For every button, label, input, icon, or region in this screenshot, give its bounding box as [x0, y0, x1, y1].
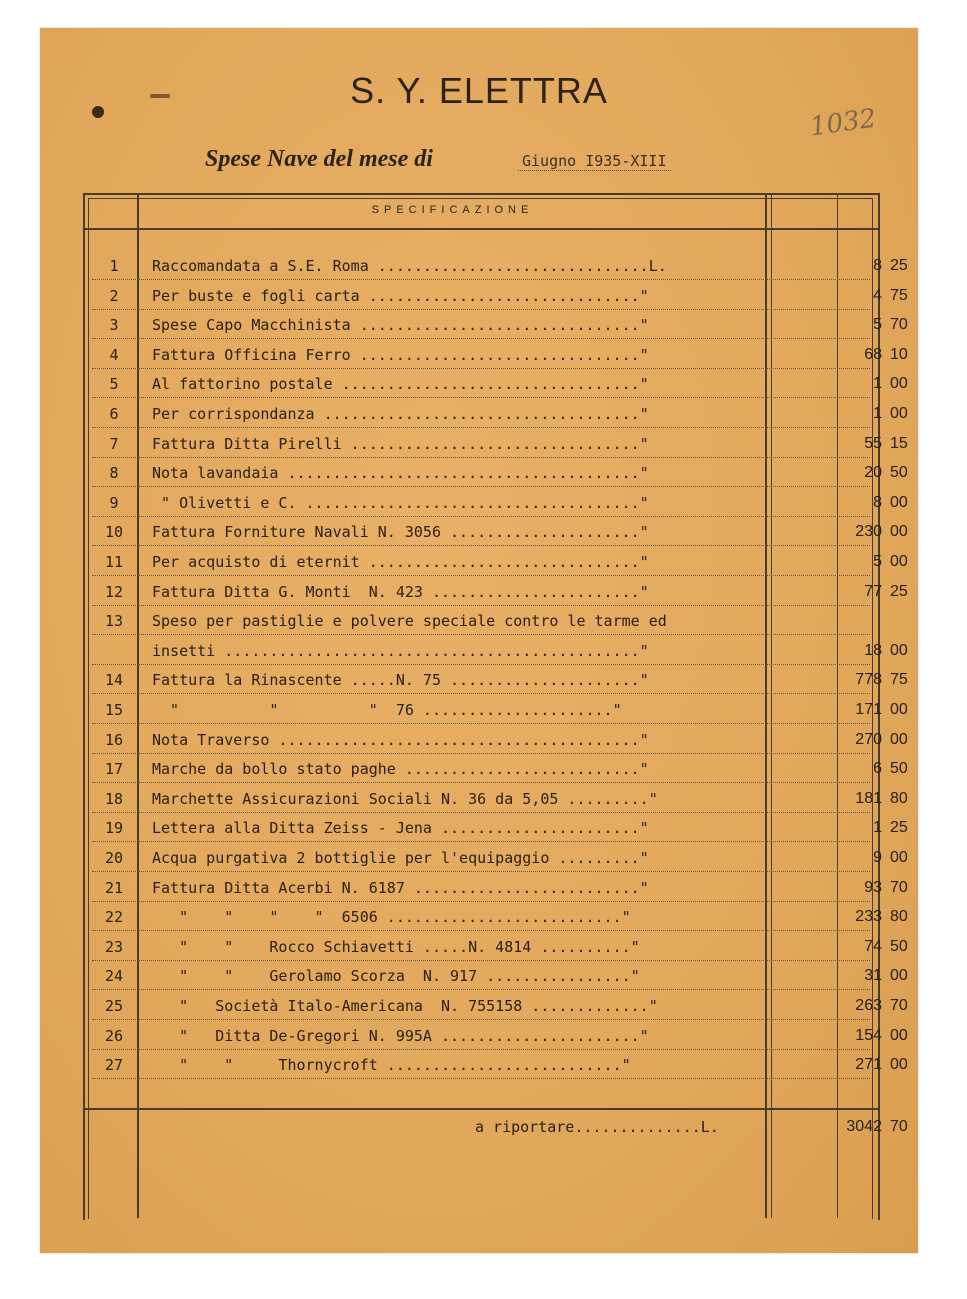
row-cent: 25	[890, 582, 908, 600]
row-number: 6	[109, 405, 119, 423]
row-dotted-rule	[92, 486, 870, 487]
row-description: Nota lavandaia ......................................."	[152, 464, 649, 483]
row-cent: 00	[890, 701, 908, 718]
row-lire: 778	[855, 671, 882, 689]
table-row	[90, 550, 908, 576]
row-lire: 1	[873, 819, 882, 837]
row-number: 10	[104, 523, 124, 542]
row-dotted-rule	[92, 901, 870, 902]
row-number: 23	[104, 937, 124, 956]
row-number: 17	[104, 760, 124, 779]
row-description: Al fattorino postale ................................."	[152, 375, 649, 394]
row-cent: 00	[890, 523, 908, 541]
row-number: 7	[109, 434, 119, 453]
row-lire: 5	[873, 553, 882, 570]
row-cent: 15	[890, 434, 908, 452]
document-title: S. Y. ELETTRA	[350, 70, 608, 111]
row-number: 20	[104, 849, 124, 867]
row-cent: 80	[890, 789, 908, 807]
row-number: 26	[104, 1026, 124, 1045]
table-row	[90, 491, 908, 517]
row-dotted-rule	[92, 664, 870, 665]
table-row	[90, 698, 908, 724]
row-lire: 230	[855, 523, 882, 541]
table-row	[90, 1053, 908, 1079]
total-cent: 70	[890, 1118, 908, 1135]
row-cent: 00	[890, 641, 908, 659]
row-cent: 00	[890, 1056, 908, 1074]
row-dotted-rule	[92, 634, 870, 635]
row-dotted-rule	[92, 1019, 870, 1020]
row-cent: 50	[890, 937, 908, 955]
row-lire: 271	[855, 1056, 882, 1074]
handwritten-note: 1032	[808, 103, 878, 143]
row-cent: 75	[890, 671, 908, 689]
table-row	[90, 964, 908, 990]
row-lire: 4	[873, 286, 882, 304]
row-description: " Ditta De-Gregori N. 995A ......................"	[152, 1026, 649, 1045]
row-lire: 154	[855, 1026, 882, 1044]
row-lire: 6	[873, 760, 882, 778]
row-description: Fattura Ditta G. Monti N. 423 ......................."	[152, 582, 649, 601]
row-dotted-rule	[92, 871, 870, 872]
row-number: 8	[109, 464, 119, 483]
row-number: 24	[104, 967, 124, 986]
row-dotted-rule	[92, 338, 870, 339]
row-lire: 9	[873, 849, 882, 866]
row-number: 19	[104, 819, 124, 838]
row-cent: 70	[890, 997, 908, 1014]
row-description: Fattura Ditta Acerbi N. 6187 ........................."	[152, 878, 649, 897]
row-number: 15	[104, 701, 124, 719]
row-description: Raccomandata a S.E. Roma ..............................L.	[152, 257, 667, 275]
row-description: " Società Italo-Americana N. 755158 ............."	[152, 997, 658, 1015]
row-dotted-rule	[92, 812, 870, 813]
month-field: Giugno I935-XIII	[518, 152, 671, 171]
row-lire: 171	[855, 701, 882, 718]
row-lire: 31	[864, 967, 882, 985]
row-cent: 00	[890, 553, 908, 570]
row-dotted-rule	[92, 1078, 870, 1079]
table-row	[90, 343, 908, 369]
row-dotted-rule	[92, 545, 870, 546]
row-lire: 233	[855, 908, 882, 926]
table-row	[90, 787, 908, 813]
row-number: 5	[109, 375, 119, 394]
row-lire: 5	[873, 316, 882, 334]
row-dotted-rule	[92, 397, 870, 398]
row-number: 1	[109, 257, 119, 275]
row-number: 16	[104, 730, 124, 749]
table-row	[90, 461, 908, 487]
row-description: Fattura Ditta Pirelli ................................"	[152, 434, 649, 453]
row-description: " " Thornycroft .........................."	[152, 1056, 631, 1075]
row-description: Per corrispondanza ..................................."	[152, 405, 649, 423]
document-subtitle: Spese Nave del mese di	[205, 146, 433, 172]
row-dotted-rule	[92, 516, 870, 517]
row-description: " " " 76 ....................."	[152, 701, 622, 719]
row-lire: 181	[855, 789, 882, 807]
row-description: Lettera alla Ditta Zeiss - Jena ......................"	[152, 819, 649, 838]
row-number: 14	[104, 671, 124, 690]
table-row	[90, 728, 908, 754]
row-description: " Olivetti e C. ....................................."	[152, 493, 649, 512]
row-lire: 270	[855, 730, 882, 748]
row-lire: 77	[864, 582, 882, 600]
table-row	[90, 284, 908, 310]
table-row	[90, 254, 908, 280]
row-number: 9	[109, 493, 119, 512]
row-number: 11	[104, 553, 124, 571]
row-dotted-rule	[92, 368, 870, 369]
table-row	[90, 668, 908, 694]
row-cent: 00	[890, 375, 908, 393]
row-cent: 80	[890, 908, 908, 926]
row-cent: 00	[890, 967, 908, 985]
row-description: Fattura Officina Ferro ..............................."	[152, 345, 649, 364]
table-row	[90, 876, 908, 902]
row-lire: 18	[864, 641, 882, 659]
row-dotted-rule	[92, 782, 870, 783]
row-number: 12	[104, 582, 124, 601]
row-description: Per buste e fogli carta .............................."	[152, 286, 649, 305]
row-lire: 8	[873, 257, 882, 274]
row-description: Marche da bollo stato paghe .........................."	[152, 760, 649, 779]
document-sheet	[40, 28, 918, 1253]
row-number: 21	[104, 878, 124, 897]
row-number: 4	[109, 345, 119, 364]
table-row	[90, 935, 908, 961]
row-dotted-rule	[92, 960, 870, 961]
row-cent: 00	[890, 493, 908, 511]
row-dotted-rule	[92, 575, 870, 576]
row-lire: 68	[864, 345, 882, 363]
row-dotted-rule	[92, 427, 870, 428]
total-label: a riportare..............L.	[475, 1118, 719, 1136]
row-lire: 55	[864, 434, 882, 452]
row-cent: 25	[890, 819, 908, 837]
row-description: Marchette Assicurazioni Sociali N. 36 da 5,05 ........."	[152, 789, 658, 808]
table-row	[90, 313, 908, 339]
row-cent: 25	[890, 257, 908, 274]
row-cent: 70	[890, 878, 908, 896]
row-dotted-rule	[92, 693, 870, 694]
row-cent: 70	[890, 316, 908, 334]
row-description: Spese Capo Macchinista ..............................."	[152, 316, 649, 335]
row-dotted-rule	[92, 457, 870, 458]
row-dotted-rule	[92, 753, 870, 754]
row-cent: 00	[890, 849, 908, 866]
row-description: Fattura la Rinascente .....N. 75 ....................."	[152, 671, 649, 690]
row-cent: 75	[890, 286, 908, 304]
row-number: 18	[104, 789, 124, 808]
row-dotted-rule	[92, 309, 870, 310]
row-cent: 50	[890, 760, 908, 778]
row-dotted-rule	[92, 1049, 870, 1050]
row-dotted-rule	[92, 841, 870, 842]
total-row	[90, 1114, 908, 1142]
row-lire: 8	[873, 493, 882, 511]
row-cent: 10	[890, 345, 908, 363]
row-lire: 93	[864, 878, 882, 896]
table-row	[90, 432, 908, 458]
row-description: Acqua purgativa 2 bottiglie per l'equipaggio ........."	[152, 849, 649, 867]
row-dotted-rule	[92, 989, 870, 990]
row-number: 3	[109, 316, 119, 335]
row-cent: 00	[890, 1026, 908, 1044]
row-description: " " Rocco Schiavetti .....N. 4814 .........."	[152, 937, 640, 956]
row-number: 13	[104, 612, 124, 631]
row-cent: 00	[890, 405, 908, 422]
row-number: 2	[109, 286, 119, 305]
row-lire: 1	[873, 405, 882, 422]
row-description: Speso per pastiglie e polvere speciale contro le tarme ed	[152, 612, 667, 631]
table-row	[90, 994, 908, 1020]
table-row	[90, 639, 908, 665]
row-dotted-rule	[92, 605, 870, 606]
table-row	[90, 846, 908, 872]
row-description: insetti .............................................."	[152, 641, 649, 660]
table-row	[90, 580, 908, 606]
row-lire: 74	[864, 937, 882, 955]
table-row	[90, 372, 908, 398]
header-rule	[83, 228, 878, 230]
row-description: Fattura Forniture Navali N. 3056 ....................."	[152, 523, 649, 542]
row-lire: 263	[855, 997, 882, 1014]
table-row	[90, 609, 870, 635]
row-dotted-rule	[92, 279, 870, 280]
table-row	[90, 816, 908, 842]
total-rule	[83, 1108, 878, 1110]
row-cent: 50	[890, 464, 908, 482]
row-dotted-rule	[92, 930, 870, 931]
row-description: Per acquisto di eternit .............................."	[152, 553, 649, 571]
table-row	[90, 757, 908, 783]
row-description: " " Gerolamo Scorza N. 917 ................"	[152, 967, 640, 986]
row-number: 27	[104, 1056, 124, 1075]
row-number: 25	[104, 997, 124, 1015]
column-header: SPECIFICAZIONE	[371, 204, 534, 216]
table-row	[90, 905, 908, 931]
table-row	[90, 402, 908, 428]
table-row	[90, 1024, 908, 1050]
row-lire: 20	[864, 464, 882, 482]
row-cent: 00	[890, 730, 908, 748]
row-number: 22	[104, 908, 124, 927]
table-row	[90, 520, 908, 546]
row-dotted-rule	[92, 723, 870, 724]
row-description: Nota Traverso ........................................"	[152, 730, 649, 749]
row-lire: 1	[873, 375, 882, 393]
row-description: " " " " 6506 .........................."	[152, 908, 631, 927]
total-lire: 3042	[846, 1118, 882, 1135]
